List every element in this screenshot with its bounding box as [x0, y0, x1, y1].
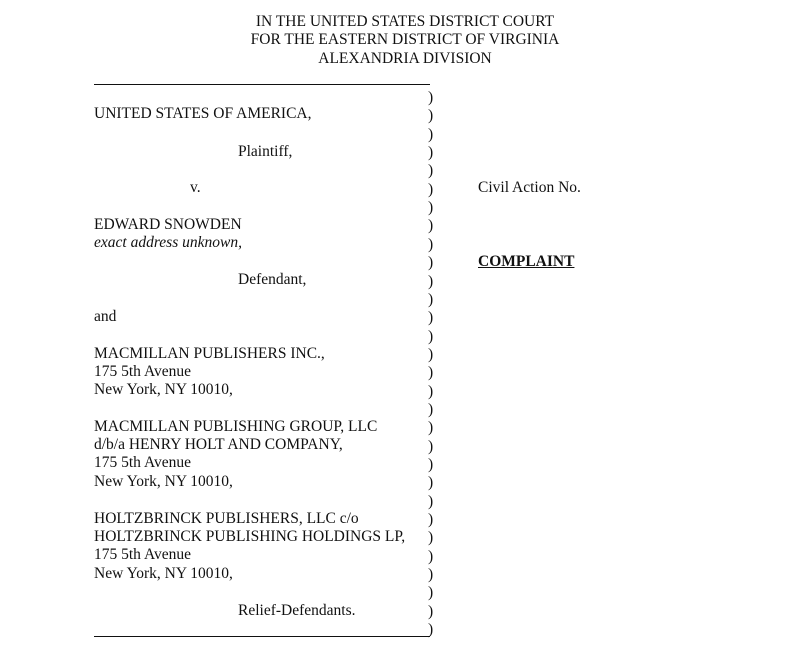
relief-defendant-1-line-2: 175 5th Avenue — [94, 363, 192, 380]
court-header — [0, 13, 810, 68]
relief-defendant-2-line-2: d/b/a HENRY HOLT AND COMPANY, — [94, 436, 343, 453]
caption-paren: ) — [428, 621, 434, 639]
caption-top-rule — [94, 84, 430, 85]
document-title: COMPLAINT — [478, 253, 575, 270]
relief-defendant-3-line-2: HOLTZBRINCK PUBLISHING HOLDINGS LP, — [94, 528, 406, 545]
caption-paren: ) — [428, 290, 434, 308]
and-connector: and — [94, 308, 117, 325]
relief-defendant-2-line-4: New York, NY 10010, — [94, 473, 233, 490]
caption-paren: ) — [428, 254, 434, 272]
caption-paren: ) — [428, 364, 434, 382]
caption-paren: ) — [428, 547, 434, 565]
caption-paren: ) — [428, 419, 434, 437]
caption-paren: ) — [428, 382, 434, 400]
plaintiff-name: UNITED STATES OF AMERICA, — [94, 105, 312, 122]
caption-paren: ) — [428, 327, 434, 345]
court-division: ALEXANDRIA DIVISION — [318, 49, 492, 67]
caption-paren: ) — [428, 492, 434, 510]
caption-paren: ) — [428, 144, 434, 162]
caption-paren: ) — [428, 162, 434, 180]
versus: v. — [190, 179, 201, 196]
caption-paren: ) — [428, 529, 434, 547]
caption-paren: ) — [428, 566, 434, 584]
caption-paren: ) — [428, 89, 434, 106]
caption-paren: ) — [428, 309, 434, 327]
caption-paren: ) — [428, 456, 434, 473]
caption-bottom-rule — [94, 636, 430, 637]
relief-defendant-2-line-3: 175 5th Avenue — [94, 454, 192, 471]
caption-paren: ) — [428, 180, 434, 198]
relief-defendant-3-line-3: 175 5th Avenue — [94, 546, 192, 563]
civil-action-number: Civil Action No. — [478, 179, 581, 196]
relief-defendant-3-line-4: New York, NY 10010, — [94, 565, 233, 582]
caption-paren: ) — [428, 199, 434, 217]
court-district: FOR THE EASTERN DISTRICT OF VIRGINIA — [250, 31, 560, 49]
caption-paren: ) — [428, 400, 434, 418]
relief-defendant-1-line-3: New York, NY 10010, — [94, 381, 233, 398]
caption-paren: ) — [428, 125, 434, 143]
defendant-address: exact address unknown, — [94, 234, 242, 251]
plaintiff-role: Plaintiff, — [238, 143, 293, 160]
relief-defendant-3-line-1: HOLTZBRINCK PUBLISHERS, LLC c/o — [94, 510, 359, 527]
caption-paren: ) — [428, 217, 434, 235]
court-name: IN THE UNITED STATES DISTRICT COURT — [255, 13, 555, 30]
relief-defendant-2-line-1: MACMILLAN PUBLISHING GROUP, LLC — [94, 418, 378, 435]
defendant-name: EDWARD SNOWDEN — [94, 216, 242, 233]
caption-paren: ) — [428, 345, 434, 363]
caption-paren: ) — [428, 107, 434, 125]
relief-defendant-1-line-1: MACMILLAN PUBLISHERS INC., — [94, 345, 325, 362]
caption-paren: ) — [428, 602, 434, 620]
caption-paren: ) — [428, 437, 434, 455]
caption-paren: ) — [428, 474, 434, 492]
caption-paren: ) — [428, 511, 434, 529]
caption-paren: ) — [428, 272, 434, 290]
relief-defendants-role: Relief-Defendants. — [238, 602, 356, 619]
caption-paren: ) — [428, 235, 434, 253]
caption-paren: ) — [428, 584, 434, 602]
defendant-role: Defendant, — [238, 271, 307, 288]
